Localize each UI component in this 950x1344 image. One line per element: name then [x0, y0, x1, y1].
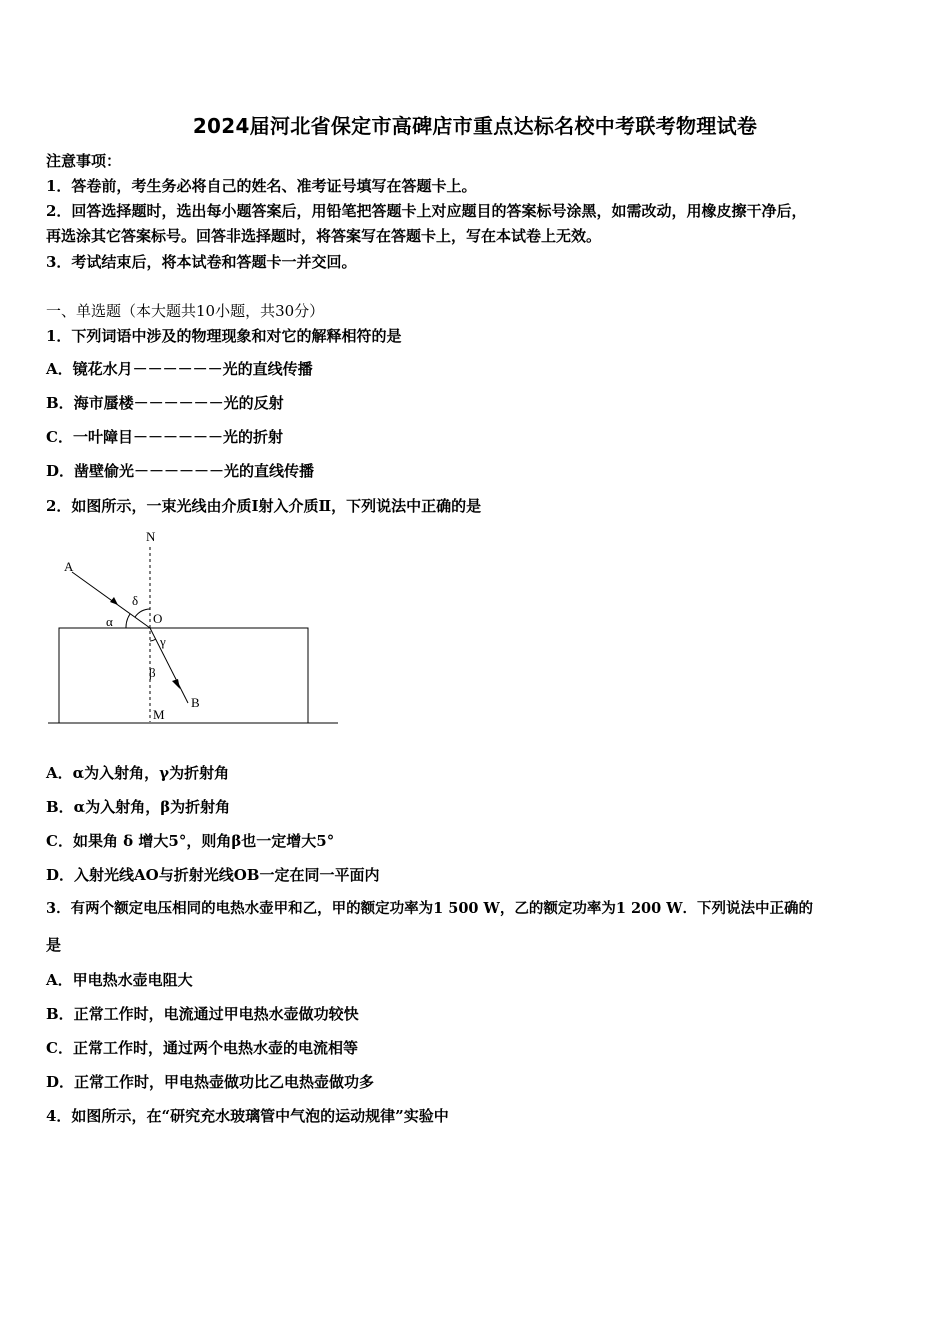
notice-item-2-cont: 再选涂其它答案标号。回答非选择题时，将答案写在答题卡上，写在本试卷上无效。: [46, 227, 602, 245]
refraction-diagram: [40, 525, 350, 735]
refracted-arrow: [172, 679, 180, 689]
question-1-option-c: C．一叶障目－－－－－－光的折射: [46, 428, 283, 446]
notice-heading: 注意事项：: [46, 152, 122, 170]
label-alpha: α: [106, 614, 113, 629]
question-2-option-d: D．入射光线AO与折射光线OB一定在同一平面内: [46, 866, 380, 884]
question-3-option-b: B．正常工作时，电流通过甲电热水壶做功较快: [46, 1005, 359, 1023]
label-b: B: [191, 695, 200, 710]
label-beta: β: [149, 665, 156, 680]
question-1-option-b: B．海市蜃楼－－－－－－光的反射: [46, 394, 284, 412]
label-m: M: [153, 707, 165, 722]
question-2-stem: 2．如图所示，一束光线由介质Ⅰ射入介质Ⅱ，下列说法中正确的是: [46, 497, 482, 515]
question-3-option-c: C．正常工作时，通过两个电热水壶的电流相等: [46, 1039, 358, 1057]
notice-item-2: 2．回答选择题时，选出每小题答案后，用铅笔把答题卡上对应题目的答案标号涂黑，如需改动，用橡皮擦干净后，: [46, 202, 807, 220]
question-1-stem: 1．下列词语中涉及的物理现象和对它的解释相符的是: [46, 327, 402, 345]
question-3-option-d: D．正常工作时，甲电热壶做功比乙电热壶做功多: [46, 1073, 375, 1091]
question-3-option-a: A．甲电热水壶电阻大: [46, 971, 193, 989]
label-a: A: [64, 559, 74, 574]
label-n: N: [146, 529, 156, 544]
question-2-option-b: B．α为入射角，β为折射角: [46, 798, 231, 816]
notice-item-1: 1．答卷前，考生务必将自己的姓名、准考证号填写在答题卡上。: [46, 177, 477, 195]
page-title: 2024届河北省保定市高碑店市重点达标名校中考联考物理试卷: [192, 114, 758, 138]
question-2-option-a: A．α为入射角，γ为折射角: [46, 764, 230, 782]
delta-arc: [135, 609, 150, 617]
medium-two-box: [59, 628, 308, 723]
label-o: O: [153, 611, 163, 626]
notice-item-3: 3．考试结束后，将本试卷和答题卡一并交回。: [46, 253, 357, 271]
question-3-stem-cont: 是: [46, 936, 62, 954]
question-1-option-d: D．凿壁偷光－－－－－－光的直线传播: [46, 462, 315, 480]
question-3-stem: 3．有两个额定电压相同的电热水壶甲和乙，甲的额定功率为1 500 W，乙的额定功率为1 200 W．下列说法中正确的: [46, 900, 814, 917]
gamma-arc: [150, 639, 156, 641]
question-2-option-c: C．如果角 δ 增大5°，则角β也一定增大5°: [46, 832, 335, 850]
question-1-option-a: A．镜花水月－－－－－－光的直线传播: [46, 360, 313, 378]
alpha-arc: [126, 614, 130, 628]
incident-arrow: [110, 597, 118, 605]
question-4-stem: 4．如图所示，在“研究充水玻璃管中气泡的运动规律”实验中: [46, 1107, 449, 1125]
section-heading: 一、单选题（本大题共10小题，共30分）: [46, 302, 325, 320]
label-delta: δ: [132, 593, 139, 608]
label-gamma: γ: [160, 634, 166, 649]
